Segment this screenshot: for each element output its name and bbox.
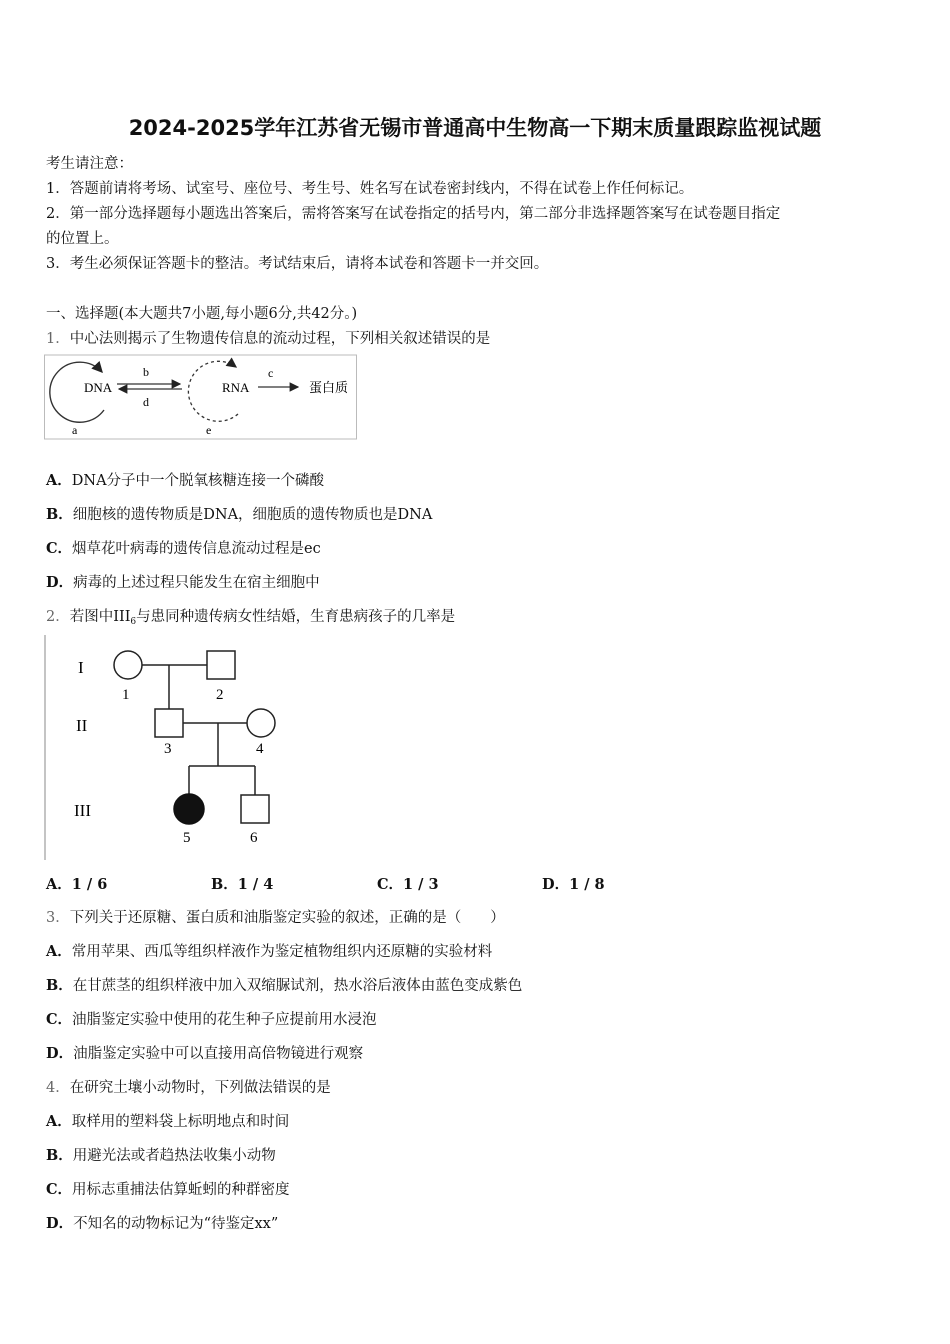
pedigree-chart xyxy=(44,635,304,863)
q1-option-c[interactable]: C．烟草花叶病毒的遗传信息流动过程是ec xyxy=(46,540,321,557)
individual-II3-male xyxy=(155,709,183,737)
q4-option-d[interactable]: D．不知名的动物标记为“待鉴定xx” xyxy=(46,1215,279,1232)
question-1-stem xyxy=(46,327,490,348)
q4-option-c[interactable]: C．用标志重捕法估算蚯蚓的种群密度 xyxy=(46,1181,290,1198)
number-2: 2 xyxy=(216,687,224,703)
section-heading: 一、选择题(本大题共7小题,每小题6分,共42分。) xyxy=(46,306,358,322)
question-text: 中心法则揭示了生物遗传信息的流动过程，下列相关叙述错误的是 xyxy=(69,331,491,347)
question-number: 4． xyxy=(46,1080,70,1096)
notice-heading: 考生请注意： xyxy=(46,156,133,172)
individual-II4-female xyxy=(247,709,275,737)
number-6: 6 xyxy=(250,830,258,846)
q1-option-d[interactable]: D．病毒的上述过程只能发生在宿主细胞中 xyxy=(46,574,320,591)
notice-line-3: 3．考生必须保证答题卡的整洁。考试结束后，请将本试卷和答题卡一并交回。 xyxy=(46,256,549,272)
question-3-stem: 3．下列关于还原糖、蛋白质和油脂鉴定实验的叙述，正确的是（ ） xyxy=(46,910,505,926)
q2-option-b[interactable]: B．1 / 4 xyxy=(211,876,274,893)
q2-option-a[interactable]: A．1 / 6 xyxy=(46,876,108,893)
dna-label: DNA xyxy=(84,380,113,395)
q1-option-a[interactable]: A．DNA分子中一个脱氧核糖连接一个磷酸 xyxy=(46,472,325,489)
q3-option-d[interactable]: D．油脂鉴定实验中可以直接用高倍物镜进行观察 xyxy=(46,1045,364,1062)
q4-option-b[interactable]: B．用避光法或者趋热法收集小动物 xyxy=(46,1147,276,1164)
question-number: 1． xyxy=(46,331,70,347)
individual-I1-female xyxy=(114,651,142,679)
q3-option-a[interactable]: A．常用苹果、西瓜等组织样液作为鉴定植物组织内还原糖的实验材料 xyxy=(46,943,493,960)
individual-III5-affected-female xyxy=(174,794,204,824)
number-1: 1 xyxy=(122,687,130,703)
number-5: 5 xyxy=(183,830,191,846)
label-e: e xyxy=(206,423,212,437)
label-d: d xyxy=(143,395,149,409)
label-a: a xyxy=(72,423,78,437)
label-c: c xyxy=(268,366,274,380)
notice-line-2a: 2．第一部分选择题每小题选出答案后，需将答案写在试卷指定的括号内，第二部分非选择题答案写在试卷题目指定 xyxy=(46,206,781,222)
q2-option-c[interactable]: C．1 / 3 xyxy=(377,876,439,893)
central-dogma-diagram xyxy=(44,352,364,442)
q2-option-d[interactable]: D．1 / 8 xyxy=(542,876,605,893)
number-3: 3 xyxy=(164,741,172,757)
q1-option-b[interactable]: B．细胞核的遗传物质是DNA，细胞质的遗传物质也是DNA xyxy=(46,506,433,523)
individual-I2-male xyxy=(207,651,235,679)
number-4: 4 xyxy=(256,741,264,757)
q3-option-c[interactable]: C．油脂鉴定实验中使用的花生种子应提前用水浸泡 xyxy=(46,1011,377,1028)
notice-line-2b: 的位置上。 xyxy=(46,231,119,247)
q3-option-b[interactable]: B．在甘蔗茎的组织样液中加入双缩脲试剂，热水浴后液体由蓝色变成紫色 xyxy=(46,977,523,994)
generation-II: II xyxy=(76,716,88,735)
rna-label: RNA xyxy=(222,380,250,395)
protein-label: 蛋白质 xyxy=(309,380,349,395)
question-2-stem: 2．若图中$III_6$与患同种遗传病女性结婚，生育患病孩子的几率是 xyxy=(46,609,456,627)
generation-I: I xyxy=(78,658,84,677)
question-number: 3． xyxy=(46,910,70,926)
individual-III6-male xyxy=(241,795,269,823)
q4-option-a[interactable]: A．取样用的塑料袋上标明地点和时间 xyxy=(46,1113,290,1130)
question-4-stem: 4．在研究土壤小动物时，下列做法错误的是 xyxy=(46,1080,331,1096)
figure-frame xyxy=(45,355,357,439)
page-title: 2024-2025学年江苏省无锡市普通高中生物高一下期末质量跟踪监视试题 xyxy=(128,116,822,140)
label-b: b xyxy=(143,365,149,379)
notice-line-1: 1．答题前请将考场、试室号、座位号、考生号、姓名写在试卷密封线内，不得在试卷上作任何标记。 xyxy=(46,181,694,197)
question-number: 2． xyxy=(46,609,70,625)
generation-III: III xyxy=(74,801,91,820)
